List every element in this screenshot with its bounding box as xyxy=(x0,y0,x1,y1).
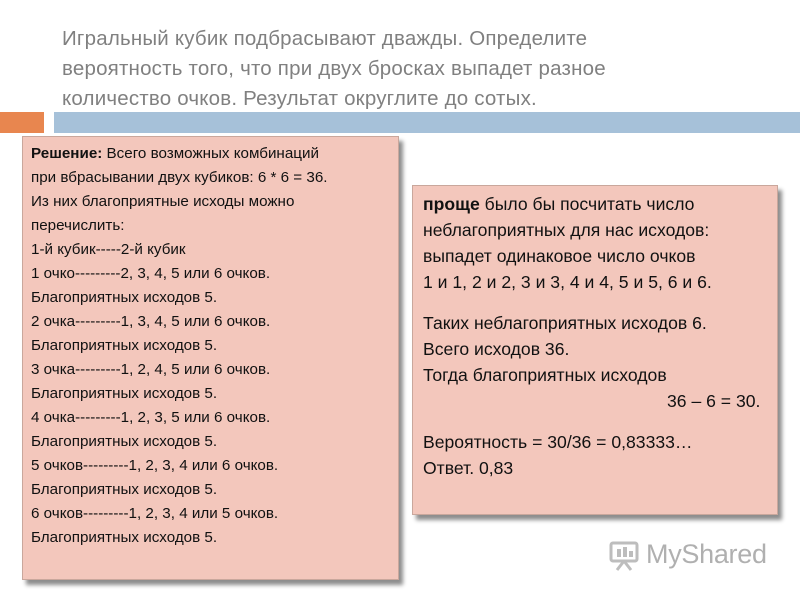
solution-line: Благоприятных исходов 5. xyxy=(31,337,218,354)
probability-line: Вероятность = 30/36 = 0,83333… xyxy=(423,432,693,452)
alternative-bold-word: проще xyxy=(423,194,480,214)
alternative-line: 1 и 1, 2 и 2, 3 и 3, 4 и 4, 5 и 5, 6 и 6. xyxy=(423,272,712,292)
paragraph-gap xyxy=(423,414,767,429)
alternative-first-line xyxy=(423,191,767,217)
alternative-line: Таких неблагоприятных исходов 6. xyxy=(423,313,707,333)
alternative-first-text: было бы посчитать число xyxy=(479,194,695,214)
solution-line: 2 очка---------1, 3, 4, 5 или 6 очков. xyxy=(31,313,271,330)
calculation-line: 36 – 6 = 30. xyxy=(667,391,761,411)
alternative-line: выпадет одинаковое число очков xyxy=(423,246,696,266)
solution-line: Благоприятных исходов 5. xyxy=(31,289,218,306)
solution-line: Из них благоприятные исходы можно xyxy=(31,193,295,210)
solution-line: Благоприятных исходов 5. xyxy=(31,481,218,498)
solution-line: 3 очка---------1, 2, 4, 5 или 6 очков. xyxy=(31,361,271,378)
accent-bar-blue xyxy=(54,112,800,133)
alternative-line: Тогда благоприятных исходов xyxy=(423,365,667,385)
alternative-line: неблагоприятных для нас исходов: xyxy=(423,220,710,240)
title-line: Игральный кубик подбрасывают дважды. Определите xyxy=(62,27,588,50)
solution-first-line xyxy=(31,142,390,166)
solution-label: Решение: xyxy=(31,145,103,162)
paragraph-gap xyxy=(423,295,767,310)
solution-line: 4 очка---------1, 2, 3, 5 или 6 очков. xyxy=(31,409,271,426)
title-line: количество очков. Результат округлите до сотых. xyxy=(62,87,537,110)
watermark-text: MyShared xyxy=(646,538,767,569)
solution-line: Благоприятных исходов 5. xyxy=(31,433,218,450)
myshared-watermark xyxy=(606,534,767,574)
slide-title xyxy=(62,24,762,114)
alternative-line: Всего исходов 36. xyxy=(423,339,570,359)
myshared-logo-icon xyxy=(606,536,642,572)
solution-line: 1 очко---------2, 3, 4, 5 или 6 очков. xyxy=(31,265,271,282)
solution-line: 6 очков---------1, 2, 3, 4 или 5 очков. xyxy=(31,505,279,522)
solution-line: 1-й кубик-----2-й кубик xyxy=(31,241,186,258)
solution-first-text: Всего возможных комбинаций xyxy=(102,145,319,162)
solution-line: перечислить: xyxy=(31,217,125,234)
solution-line: Благоприятных исходов 5. xyxy=(31,385,218,402)
alternative-solution-box xyxy=(412,185,778,515)
solution-line: 5 очков---------1, 2, 3, 4 или 6 очков. xyxy=(31,457,279,474)
solution-box xyxy=(22,136,399,580)
answer-line: Ответ. 0,83 xyxy=(423,458,514,478)
title-line: вероятность того, что при двух бросках выпадет разное xyxy=(62,57,606,80)
accent-bar-orange xyxy=(0,112,44,133)
solution-line: при вбрасывании двух кубиков: 6 * 6 = 36. xyxy=(31,169,328,186)
solution-line: Благоприятных исходов 5. xyxy=(31,529,218,546)
